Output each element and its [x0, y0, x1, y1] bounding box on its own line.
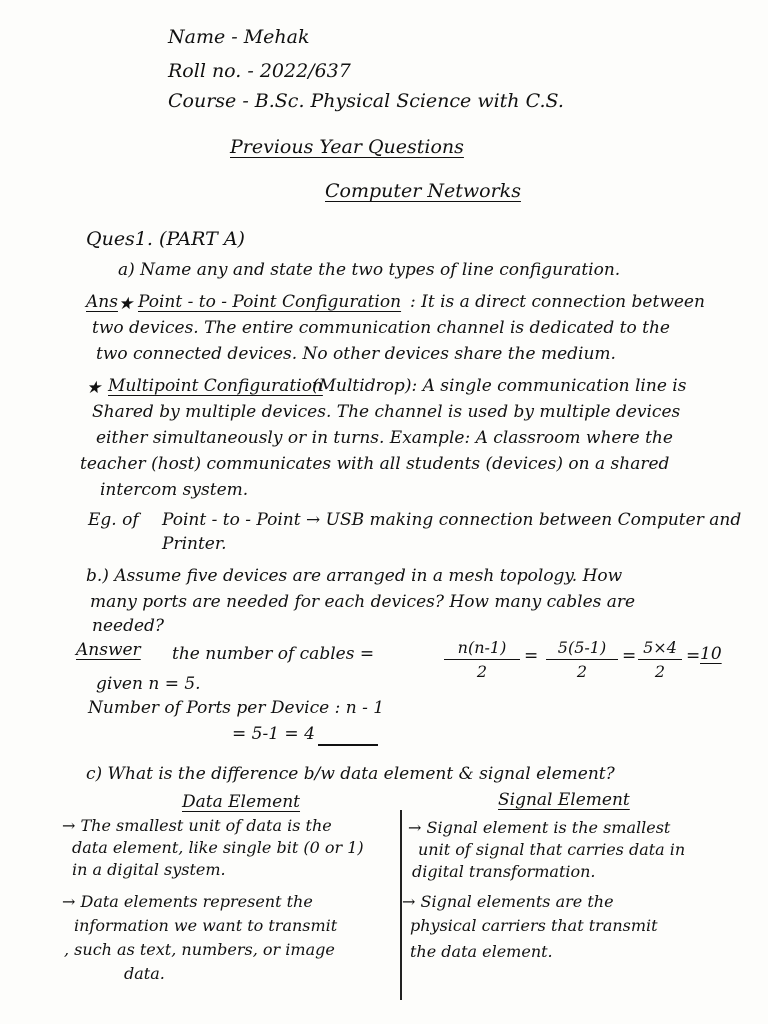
fraction-formula	[444, 638, 520, 681]
data-element-line-3: in a digital system.	[72, 860, 226, 879]
signal-element-line-4: → Signal elements are the	[402, 892, 614, 911]
multipoint-line-1: (Multidrop): A single communication line is	[312, 376, 687, 396]
cables-text: the number of cables =	[172, 644, 375, 664]
question-1b-line-2: many ports are needed for each devices? How many cables are	[90, 592, 636, 612]
fraction-denominator: 2	[654, 662, 666, 681]
data-element-heading: Data Element	[182, 792, 301, 812]
p2p-title: Point - to - Point Configuration	[138, 292, 402, 312]
fraction-numerator: 5(5-1)	[546, 638, 618, 660]
signal-element-line-5: physical carriers that transmit	[410, 916, 658, 935]
multipoint-line-3: either simultaneously or in turns. Example: A classroom where the	[96, 428, 673, 448]
example-line-1: Point - to - Point → USB making connection between Computer and	[162, 510, 742, 530]
signal-element-line-2: unit of signal that carries data in	[418, 840, 686, 859]
equals-sign: =	[686, 646, 701, 666]
course-line: Course - B.Sc. Physical Science with C.S.	[168, 90, 564, 112]
example-label: Eg. of	[88, 510, 139, 530]
data-element-line-4: → Data elements represent the	[62, 892, 313, 911]
data-element-line-1: → The smallest unit of data is the	[62, 816, 332, 835]
p2p-line-3: two connected devices. No other devices share the medium.	[96, 344, 616, 364]
cables-result: 10	[700, 644, 722, 664]
roll-number: Roll no. - 2022/637	[168, 60, 351, 82]
data-element-line-7: data.	[124, 964, 165, 983]
multipoint-title: Multipoint Configuration	[108, 376, 323, 396]
signal-element-heading: Signal Element	[498, 790, 630, 810]
question-1b-line-3: needed?	[92, 616, 165, 636]
ports-line-1: Number of Ports per Device : n - 1	[88, 698, 385, 718]
multipoint-line-5: intercom system.	[100, 480, 249, 500]
fraction-substituted	[546, 638, 618, 681]
p2p-line-2: two devices. The entire communication channel is dedicated to the	[92, 318, 670, 338]
given-line: given n = 5.	[96, 674, 201, 694]
question-1-label: Ques1. (PART A)	[86, 228, 245, 250]
student-name: Name - Mehak	[168, 26, 310, 48]
signal-element-line-1: → Signal element is the smallest	[408, 818, 671, 837]
fraction-numerator: n(n-1)	[444, 638, 520, 660]
p2p-line-1: : It is a direct connection between	[410, 292, 705, 312]
subject-title: Computer Networks	[325, 180, 521, 202]
pyq-title: Previous Year Questions	[230, 136, 464, 158]
fraction-product	[638, 638, 682, 681]
answer-b-label: Answer	[76, 640, 141, 660]
star-icon: ★	[86, 378, 102, 398]
data-element-line-6: , such as text, numbers, or image	[64, 940, 335, 959]
answer-underline	[318, 744, 378, 746]
fraction-denominator: 2	[576, 662, 588, 681]
data-element-line-2: data element, like single bit (0 or 1)	[72, 838, 364, 857]
multipoint-line-4: teacher (host) communicates with all students (devices) on a shared	[80, 454, 670, 474]
equals-sign: =	[524, 646, 539, 666]
multipoint-line-2: Shared by multiple devices. The channel is used by multiple devices	[92, 402, 681, 422]
fraction-numerator: 5×4	[638, 638, 682, 660]
signal-element-line-6: the data element.	[410, 942, 553, 961]
signal-element-line-3: digital transformation.	[412, 862, 596, 881]
question-1a: a) Name any and state the two types of line configuration.	[118, 260, 621, 280]
equals-sign: =	[622, 646, 637, 666]
question-1c: c) What is the difference b/w data element & signal element?	[86, 764, 615, 784]
ports-line-2: = 5-1 = 4	[232, 724, 315, 744]
answer-label: Ans	[86, 292, 118, 312]
data-element-line-5: information we want to transmit	[74, 916, 338, 935]
fraction-denominator: 2	[476, 662, 488, 681]
question-1b-line-1: b.) Assume five devices are arranged in a mesh topology. How	[86, 566, 623, 586]
star-icon: ★	[118, 294, 134, 314]
example-line-2: Printer.	[162, 534, 227, 554]
